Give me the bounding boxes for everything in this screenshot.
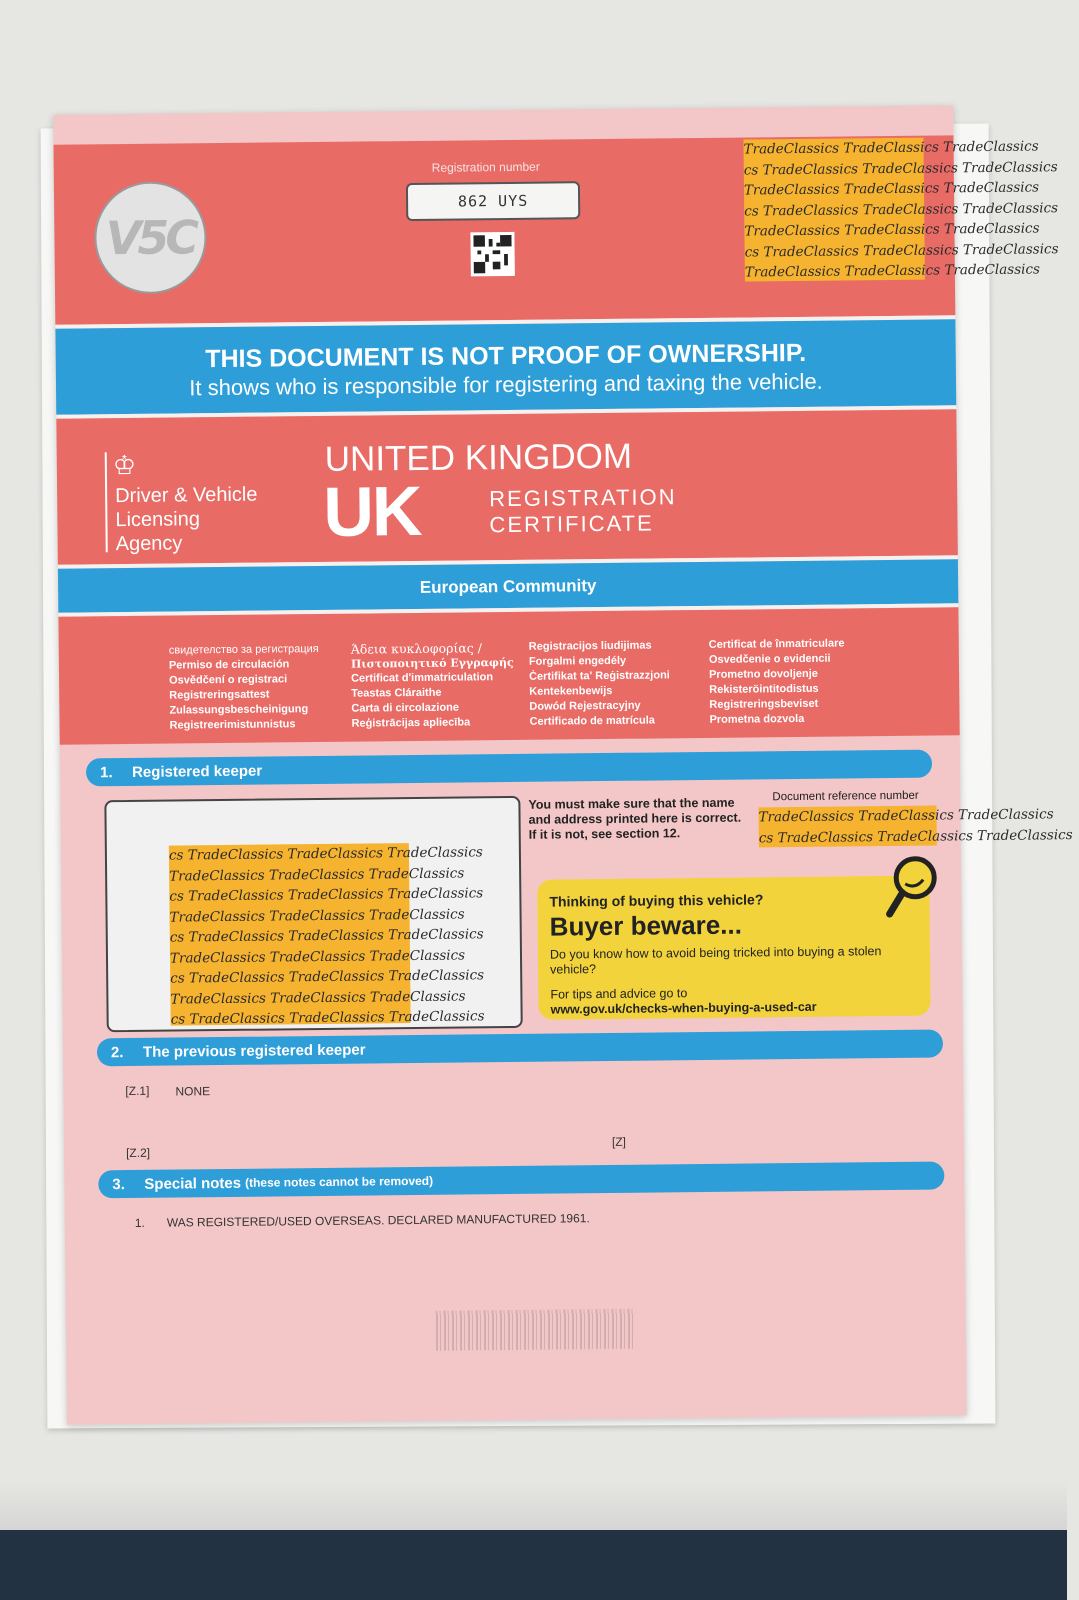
country-code: UK <box>322 471 421 551</box>
barcode <box>436 1309 636 1351</box>
beware-heading: Buyer beware... <box>549 909 743 942</box>
floor-background <box>0 1530 1067 1600</box>
translations-column-2: Άδεια κυκλοφορίας / Πιστοποιητικό Εγγραφής Certificat d'immatriculation Teastas Cláraithe Carta di circolazione Reģistrācijas apliecība <box>350 640 514 730</box>
registered-keeper-box <box>104 796 522 1032</box>
buyer-beware-panel <box>537 876 930 1020</box>
registration-number: 862 UYS <box>406 181 580 221</box>
watermark-redaction-keeper: cs TradeClassics TradeClassics TradeClassics TradeClassics TradeClassics TradeClassics cs TradeClassics TradeClassics TradeClassics TradeClassics TradeClassics TradeClassics cs TradeClassics TradeClassics TradeClassics TradeClassics TradeClassics TradeClassics cs TradeClassics TradeClassics TradeClassics TradeClassics TradeClassics TradeClassics cs TradeClassics TradeClassics TradeClassics <box>168 844 485 1028</box>
z-label: [Z] <box>611 1134 627 1149</box>
beware-url[interactable]: www.gov.uk/checks-when-buying-a-used-car <box>550 999 817 1017</box>
translations-column-4: Certificat de înmatriculare Osvedčenie o evidencii Prometno dovoljenje Rekisteröintitodistus Registreringsbeviset Prometna dozvola <box>708 637 845 726</box>
section-3-header: 3. Special notes (these notes cannot be removed) <box>98 1161 944 1198</box>
keeper-check-note: You must make sure that the name and address printed here is correct. If it is not, see section 12. <box>528 795 742 842</box>
z1-label: [Z.1] <box>125 1083 150 1099</box>
not-proof-subtitle: It shows who is responsible for registering and taxing the vehicle. <box>189 368 823 401</box>
v5c-logo: V5C <box>94 181 207 294</box>
beware-body: Do you know how to avoid being tricked into buying a stolen vehicle? <box>549 944 882 977</box>
registration-label: Registration number <box>431 159 540 175</box>
z1-value: NONE <box>175 1084 211 1099</box>
beware-tips: For tips and advice go to www.gov.uk/checks-when-buying-a-used-car <box>550 986 817 1017</box>
watermark-redaction-top: TradeClassics TradeClassics TradeClassics cs TradeClassics TradeClassics TradeClassics TradeClassics TradeClassics TradeClassics cs TradeClassics TradeClassics TradeClassics TradeClassics TradeClassics TradeClassics cs TradeClassics TradeClassics TradeClassics TradeClassics TradeClassics TradeClassics <box>743 138 1059 281</box>
translations-column-3: Registracijos liudijimas Forgalmi engedély Ċertifikat ta' Reġistrazzjoni Kentekenbewijs Dowód Rejestracyjny Certificado de matrícula <box>528 639 670 728</box>
qr-code-icon <box>470 232 514 276</box>
section-1-header: 1. Registered keeper <box>86 750 932 787</box>
dvla-name: Driver & Vehicle Licensing Agency <box>115 483 258 556</box>
not-proof-heading: THIS DOCUMENT IS NOT PROOF OF OWNERSHIP. <box>205 338 807 374</box>
document-reference-label: Document reference number <box>772 789 919 804</box>
section-2-header: 2. The previous registered keeper <box>97 1029 943 1066</box>
certificate-title: REGISTRATION CERTIFICATE <box>489 484 677 538</box>
magnifier-icon <box>883 854 940 927</box>
beware-question: Thinking of buying this vehicle? <box>549 891 764 910</box>
special-note: 1. WAS REGISTERED/USED OVERSEAS. DECLARED MANUFACTURED 1961. <box>134 1211 590 1230</box>
european-community-label: European Community <box>419 576 597 597</box>
watermark-redaction-docref: TradeClassics TradeClassics TradeClassics cs TradeClassics TradeClassics TradeClassics <box>758 806 1073 846</box>
translations-column-1: свидетелство за регистрация Permiso de circulación Osvědčení o registraci Registreringsattest Zulassungsbescheinigung Registreerimistunnistus <box>168 642 319 732</box>
country-title: UNITED KINGDOM <box>324 436 633 479</box>
z2-label: [Z.2] <box>125 1145 151 1161</box>
royal-crest-icon: ♔ <box>112 449 137 481</box>
v5c-document <box>53 105 1073 1424</box>
